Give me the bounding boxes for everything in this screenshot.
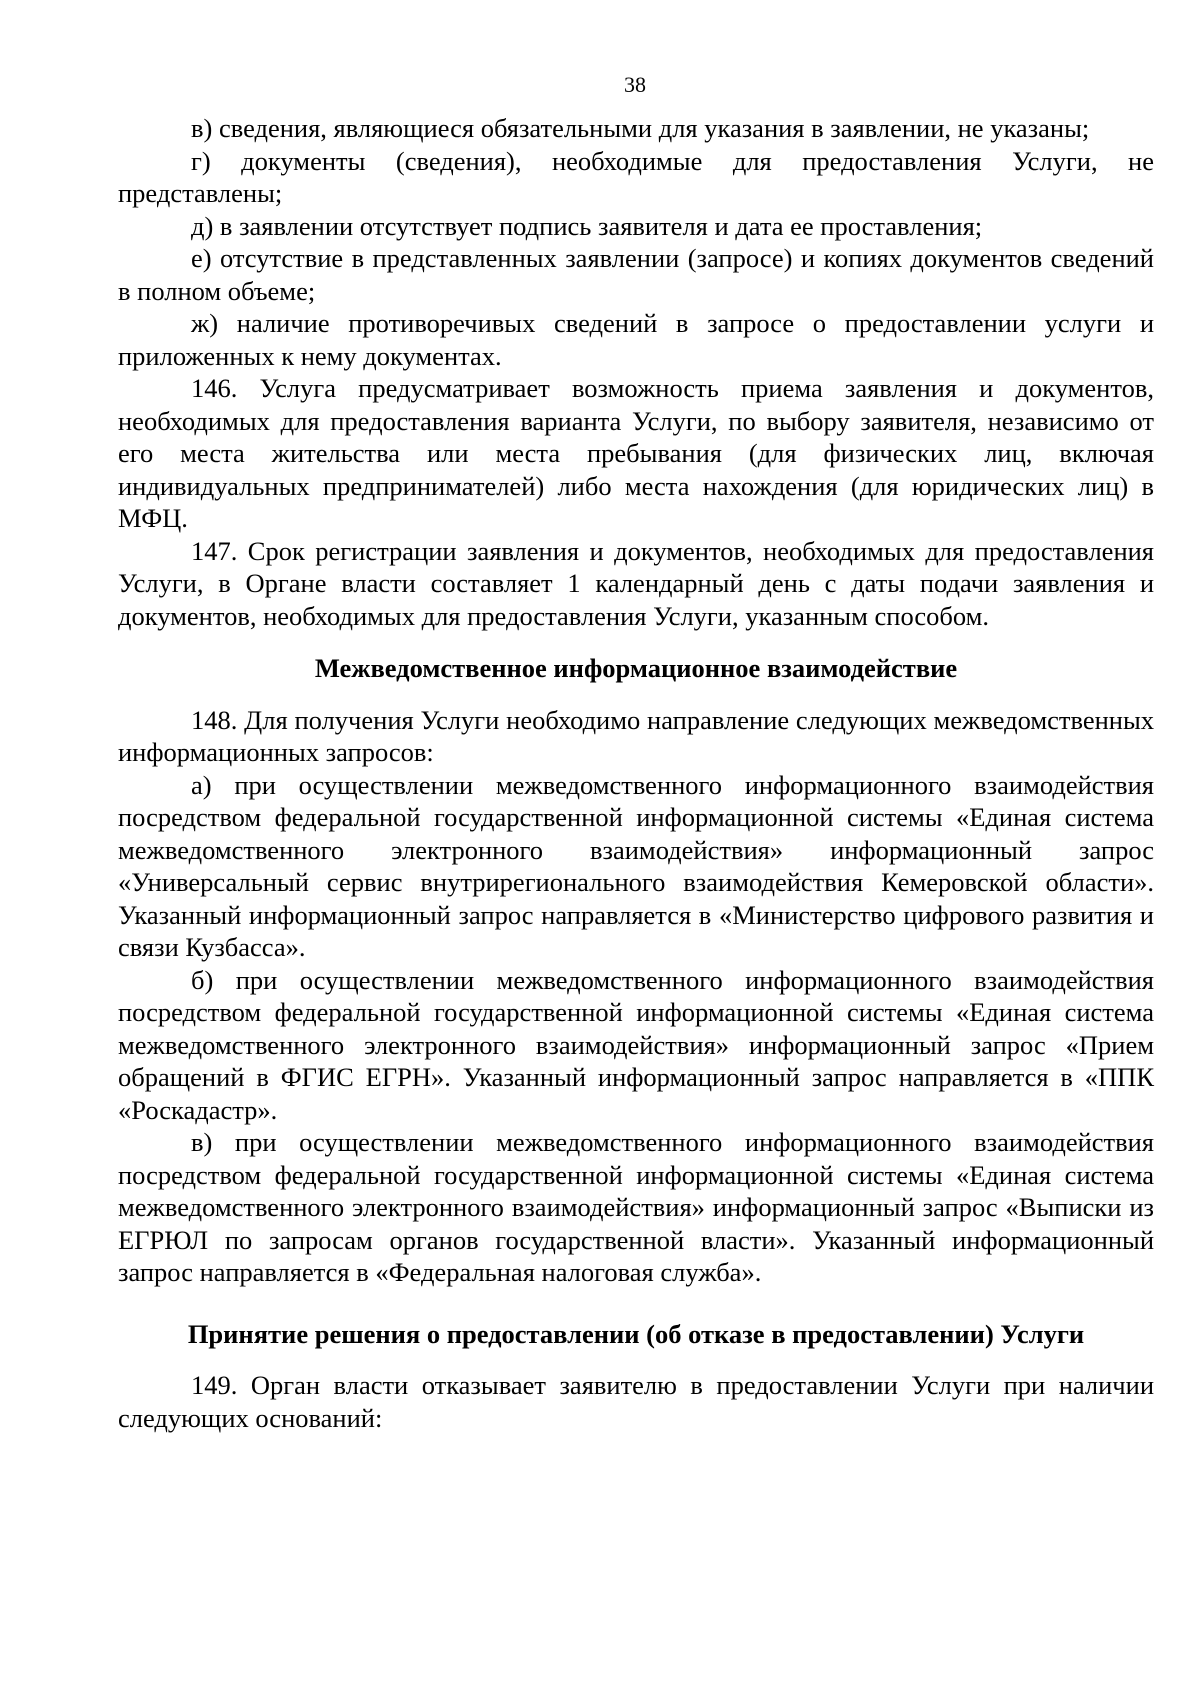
paragraph-147: 147. Срок регистрации заявления и документов, необходимых для предоставления Услуги, в Органе власти составляет 1 календарный день с даты подачи заявления и документов, необходимых для предоставления Услуги, указанным способом. — [118, 535, 1154, 631]
paragraph-148-b: б) при осуществлении межведомственного информационного взаимодействия посредством федеральной государственной информационной системы «Единая система межведомственного электронного взаимодействия» информационный запрос «Прием обращений в ФГИС ЕГРН». Указанный информационный запрос направляется в «ППК «Роскадастр». — [118, 964, 1154, 1125]
paragraph-149: 149. Орган власти отказывает заявителю в предоставлении Услуги при наличии следующих оснований: — [118, 1370, 1154, 1433]
paragraph-148-a: а) при осуществлении межведомственного информационного взаимодействия посредством федеральной государственной информационной системы «Единая система межведомственного электронного взаимодействия» информационный запрос «Универсальный сервис внутрирегионального взаимодействия Кемеровской области». Указанный информационный запрос направляется в «Министерство цифрового развития и связи Кузбасса». — [118, 769, 1154, 962]
page-number: 38 — [624, 72, 646, 97]
paragraph-148: 148. Для получения Услуги необходимо направление следующих межведомственных информационных запросов: — [118, 704, 1154, 767]
paragraph-148-v: в) при осуществлении межведомственного информационного взаимодействия посредством федеральной государственной информационной системы «Единая система межведомственного электронного взаимодействия» информационный запрос «Выписки из ЕГРЮЛ по запросам органов государственной власти». Указанный информационный запрос направляется в «Федеральная налоговая служба». — [118, 1127, 1154, 1287]
section-heading-interagency: Межведомственное информационное взаимодействие — [314, 653, 958, 683]
section-heading-decision: Принятие решения о предоставлении (об отказе в предоставлении) Услуги — [187, 1318, 1085, 1349]
paragraph-item-v: в) сведения, являющиеся обязательными для указания в заявлении, не указаны; — [191, 113, 1090, 143]
paragraph-item-e: е) отсутствие в представленных заявлении (запросе) и копиях документов сведений в полном объеме; — [118, 243, 1154, 306]
paragraph-146: 146. Услуга предусматривает возможность приема заявления и документов, необходимых для предоставления варианта Услуги, по выбору заявителя, независимо от его места жительства или места пребывания (для физических лиц, включая индивидуальных предпринимателей) либо места нахождения (для юридических лиц) в МФЦ. — [118, 373, 1154, 533]
paragraph-item-g: г) документы (сведения), необходимые для предоставления Услуги, не представлены; — [118, 145, 1154, 208]
paragraph-item-d: д) в заявлении отсутствует подпись заявителя и дата ее проставления; — [191, 210, 983, 241]
paragraph-item-zh: ж) наличие противоречивых сведений в запросе о предоставлении услуги и приложенных к нему документах. — [118, 308, 1154, 371]
document-body — [118, 112, 1154, 1434]
